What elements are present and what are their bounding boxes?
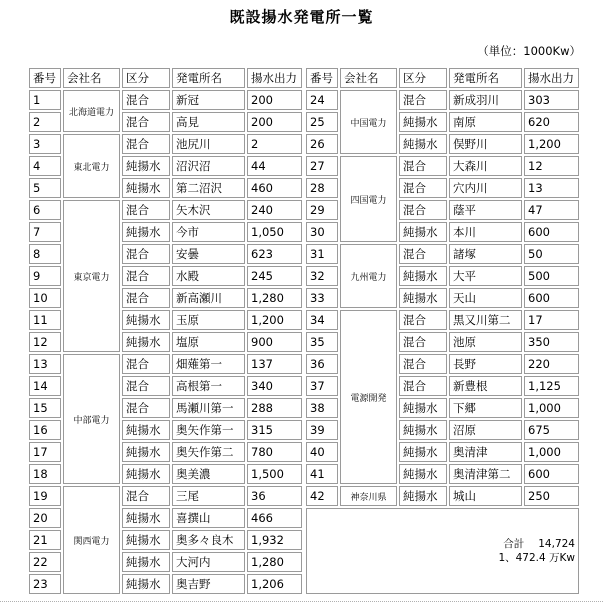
header-company: 会社名 — [63, 68, 120, 88]
plant-type: 混合 — [122, 90, 170, 110]
header-output: 揚水出力 — [524, 68, 579, 88]
plant-type: 純揚水 — [122, 310, 170, 330]
plant-name: 馬瀬川第一 — [172, 398, 245, 418]
header-number: 番号 — [29, 68, 61, 88]
pumping-output: 13 — [524, 178, 579, 198]
plant-type: 純揚水 — [399, 222, 447, 242]
page-title: 既設揚水発電所一覧 — [229, 8, 374, 26]
pumping-output: 675 — [524, 420, 579, 440]
plant-name: 畑薙第一 — [172, 354, 245, 374]
plant-number: 40 — [306, 442, 338, 462]
plant-type: 混合 — [122, 112, 170, 132]
pumping-output: 600 — [524, 464, 579, 484]
total-label: 合計 — [503, 538, 525, 550]
plant-name: 三尾 — [172, 486, 245, 506]
header-plant-name: 発電所名 — [449, 68, 522, 88]
pumping-output: 50 — [524, 244, 579, 264]
plant-number: 3 — [29, 134, 61, 154]
plant-type: 純揚水 — [122, 552, 170, 572]
total-value: 14,724 — [538, 538, 575, 550]
plant-type: 混合 — [122, 244, 170, 264]
bottom-divider — [0, 601, 603, 602]
pumping-output: 220 — [524, 354, 579, 374]
pumping-output: 1,932 — [247, 530, 302, 550]
plant-name: 奥矢作第二 — [172, 442, 245, 462]
plant-number: 2 — [29, 112, 61, 132]
plant-number: 20 — [29, 508, 61, 528]
company-name: 関西電力 — [63, 486, 120, 594]
plant-number: 24 — [306, 90, 338, 110]
plant-name: 新成羽川 — [449, 90, 522, 110]
plant-name: 玉原 — [172, 310, 245, 330]
plant-name: 奥多々良木 — [172, 530, 245, 550]
plant-number: 39 — [306, 420, 338, 440]
plant-type: 純揚水 — [122, 332, 170, 352]
pumping-output: 1,050 — [247, 222, 302, 242]
plant-number: 32 — [306, 266, 338, 286]
plant-type: 純揚水 — [399, 442, 447, 462]
plant-number: 13 — [29, 354, 61, 374]
plant-type: 混合 — [399, 244, 447, 264]
plant-name: 大河内 — [172, 552, 245, 572]
plant-type: 純揚水 — [122, 178, 170, 198]
pumping-output: 303 — [524, 90, 579, 110]
pumping-output: 245 — [247, 266, 302, 286]
plant-number: 21 — [29, 530, 61, 550]
plant-type: 純揚水 — [122, 574, 170, 594]
table-row — [29, 354, 579, 374]
plant-type: 純揚水 — [399, 420, 447, 440]
company-name: 東北電力 — [63, 134, 120, 198]
plant-number: 31 — [306, 244, 338, 264]
plant-type: 混合 — [122, 398, 170, 418]
plant-number: 10 — [29, 288, 61, 308]
pumping-output: 600 — [524, 288, 579, 308]
plant-number: 22 — [29, 552, 61, 572]
company-name: 北海道電力 — [63, 90, 120, 132]
plant-name: 下郷 — [449, 398, 522, 418]
pumping-output: 17 — [524, 310, 579, 330]
plant-name: 奥吉野 — [172, 574, 245, 594]
plant-number: 42 — [306, 486, 338, 506]
pumping-output: 250 — [524, 486, 579, 506]
table-header-row — [29, 68, 579, 88]
plant-type: 純揚水 — [399, 398, 447, 418]
plant-name: 池原 — [449, 332, 522, 352]
unit-label: （単位：1000Kw） — [477, 44, 581, 58]
plant-name: 奥矢作第一 — [172, 420, 245, 440]
plant-type: 純揚水 — [399, 486, 447, 506]
plant-type: 純揚水 — [399, 464, 447, 484]
pumping-output: 200 — [247, 90, 302, 110]
plant-type: 混合 — [122, 486, 170, 506]
pumping-output: 900 — [247, 332, 302, 352]
plant-name: 今市 — [172, 222, 245, 242]
total-cell — [306, 508, 579, 594]
plant-name: 新冠 — [172, 90, 245, 110]
pumping-output: 36 — [247, 486, 302, 506]
plant-number: 34 — [306, 310, 338, 330]
plant-type: 混合 — [122, 376, 170, 396]
plant-type: 混合 — [399, 90, 447, 110]
plant-name: 大平 — [449, 266, 522, 286]
plant-name: 池尻川 — [172, 134, 245, 154]
pumping-output: 623 — [247, 244, 302, 264]
pumping-output: 315 — [247, 420, 302, 440]
company-name: 電源開発 — [340, 310, 397, 484]
company-name: 九州電力 — [340, 244, 397, 308]
plant-name: 黒又川第二 — [449, 310, 522, 330]
plant-type: 混合 — [122, 134, 170, 154]
plant-type: 純揚水 — [122, 442, 170, 462]
plant-name: 奥美濃 — [172, 464, 245, 484]
plant-type: 純揚水 — [399, 134, 447, 154]
plant-type: 混合 — [122, 266, 170, 286]
plant-name: 天山 — [449, 288, 522, 308]
plant-number: 25 — [306, 112, 338, 132]
company-name: 四国電力 — [340, 156, 397, 242]
plant-name: 高根第一 — [172, 376, 245, 396]
table-row — [29, 486, 579, 506]
plant-name: 本川 — [449, 222, 522, 242]
plant-number: 6 — [29, 200, 61, 220]
pumping-output: 200 — [247, 112, 302, 132]
plant-number: 15 — [29, 398, 61, 418]
table-body — [29, 90, 579, 594]
plant-number: 23 — [29, 574, 61, 594]
plant-number: 37 — [306, 376, 338, 396]
header-plant-name: 発電所名 — [172, 68, 245, 88]
table-row — [29, 90, 579, 110]
plant-type: 純揚水 — [122, 420, 170, 440]
plant-type: 純揚水 — [122, 530, 170, 550]
plant-type: 混合 — [399, 310, 447, 330]
pumping-output: 47 — [524, 200, 579, 220]
plant-name: 城山 — [449, 486, 522, 506]
plant-number: 35 — [306, 332, 338, 352]
total-man-kw: 1、472.4 万Kw — [498, 552, 575, 564]
pumping-output: 1,200 — [247, 310, 302, 330]
plant-name: 第二沼沢 — [172, 178, 245, 198]
pumping-output: 1,000 — [524, 442, 579, 462]
plant-number: 5 — [29, 178, 61, 198]
plant-type: 混合 — [122, 354, 170, 374]
plant-number: 18 — [29, 464, 61, 484]
plant-name: 俣野川 — [449, 134, 522, 154]
header-type: 区分 — [399, 68, 447, 88]
plant-name: 奥清津 — [449, 442, 522, 462]
plant-type: 混合 — [399, 332, 447, 352]
plant-type: 純揚水 — [122, 222, 170, 242]
plant-number: 30 — [306, 222, 338, 242]
plant-type: 混合 — [399, 376, 447, 396]
power-plant-table — [27, 66, 581, 596]
plant-type: 純揚水 — [122, 508, 170, 528]
plant-number: 4 — [29, 156, 61, 176]
plant-name: 矢木沢 — [172, 200, 245, 220]
pumping-output: 466 — [247, 508, 302, 528]
plant-name: 高見 — [172, 112, 245, 132]
header-number: 番号 — [306, 68, 338, 88]
pumping-output: 500 — [524, 266, 579, 286]
plant-type: 混合 — [399, 156, 447, 176]
pumping-output: 620 — [524, 112, 579, 132]
plant-type: 混合 — [399, 354, 447, 374]
plant-name: 沼原 — [449, 420, 522, 440]
table-row — [29, 200, 579, 220]
pumping-output: 1,280 — [247, 288, 302, 308]
plant-number: 1 — [29, 90, 61, 110]
plant-type: 混合 — [399, 178, 447, 198]
plant-name: 長野 — [449, 354, 522, 374]
pumping-output: 460 — [247, 178, 302, 198]
company-name: 中部電力 — [63, 354, 120, 484]
plant-name: 新高瀬川 — [172, 288, 245, 308]
plant-number: 33 — [306, 288, 338, 308]
plant-name: 喜撰山 — [172, 508, 245, 528]
table-row — [29, 134, 579, 154]
plant-type: 純揚水 — [122, 464, 170, 484]
pumping-output: 1,200 — [524, 134, 579, 154]
company-name: 東京電力 — [63, 200, 120, 352]
plant-name: 蔭平 — [449, 200, 522, 220]
pumping-output: 240 — [247, 200, 302, 220]
total-line — [310, 537, 575, 551]
plant-number: 14 — [29, 376, 61, 396]
pumping-output: 137 — [247, 354, 302, 374]
pumping-output: 1,125 — [524, 376, 579, 396]
plant-name: 水殿 — [172, 266, 245, 286]
pumping-output: 780 — [247, 442, 302, 462]
plant-name: 安曇 — [172, 244, 245, 264]
plant-name: 諸塚 — [449, 244, 522, 264]
plant-number: 17 — [29, 442, 61, 462]
plant-type: 混合 — [122, 288, 170, 308]
plant-name: 南原 — [449, 112, 522, 132]
pumping-output: 2 — [247, 134, 302, 154]
plant-type: 純揚水 — [399, 288, 447, 308]
company-name: 中国電力 — [340, 90, 397, 154]
plant-name: 沼沢沼 — [172, 156, 245, 176]
plant-number: 28 — [306, 178, 338, 198]
pumping-output: 1,280 — [247, 552, 302, 572]
header-output: 揚水出力 — [247, 68, 302, 88]
pumping-output: 12 — [524, 156, 579, 176]
plant-name: 穴内川 — [449, 178, 522, 198]
plant-number: 16 — [29, 420, 61, 440]
company-name: 神奈川県 — [340, 486, 397, 506]
plant-number: 7 — [29, 222, 61, 242]
plant-name: 大森川 — [449, 156, 522, 176]
plant-name: 新豊根 — [449, 376, 522, 396]
pumping-output: 1,500 — [247, 464, 302, 484]
plant-type: 純揚水 — [122, 156, 170, 176]
plant-number: 38 — [306, 398, 338, 418]
plant-type: 混合 — [399, 200, 447, 220]
plant-type: 混合 — [122, 200, 170, 220]
plant-number: 11 — [29, 310, 61, 330]
pumping-output: 340 — [247, 376, 302, 396]
plant-number: 9 — [29, 266, 61, 286]
pumping-output: 600 — [524, 222, 579, 242]
plant-number: 12 — [29, 332, 61, 352]
pumping-output: 1,206 — [247, 574, 302, 594]
plant-type: 純揚水 — [399, 266, 447, 286]
header-company: 会社名 — [340, 68, 397, 88]
pumping-output: 44 — [247, 156, 302, 176]
pumping-output: 288 — [247, 398, 302, 418]
plant-number: 8 — [29, 244, 61, 264]
plant-number: 41 — [306, 464, 338, 484]
pumping-output: 350 — [524, 332, 579, 352]
plant-name: 奥清津第二 — [449, 464, 522, 484]
plant-number: 36 — [306, 354, 338, 374]
header-type: 区分 — [122, 68, 170, 88]
plant-number: 27 — [306, 156, 338, 176]
plant-number: 29 — [306, 200, 338, 220]
plant-type: 純揚水 — [399, 112, 447, 132]
plant-number: 26 — [306, 134, 338, 154]
plant-name: 塩原 — [172, 332, 245, 352]
plant-number: 19 — [29, 486, 61, 506]
pumping-output: 1,000 — [524, 398, 579, 418]
